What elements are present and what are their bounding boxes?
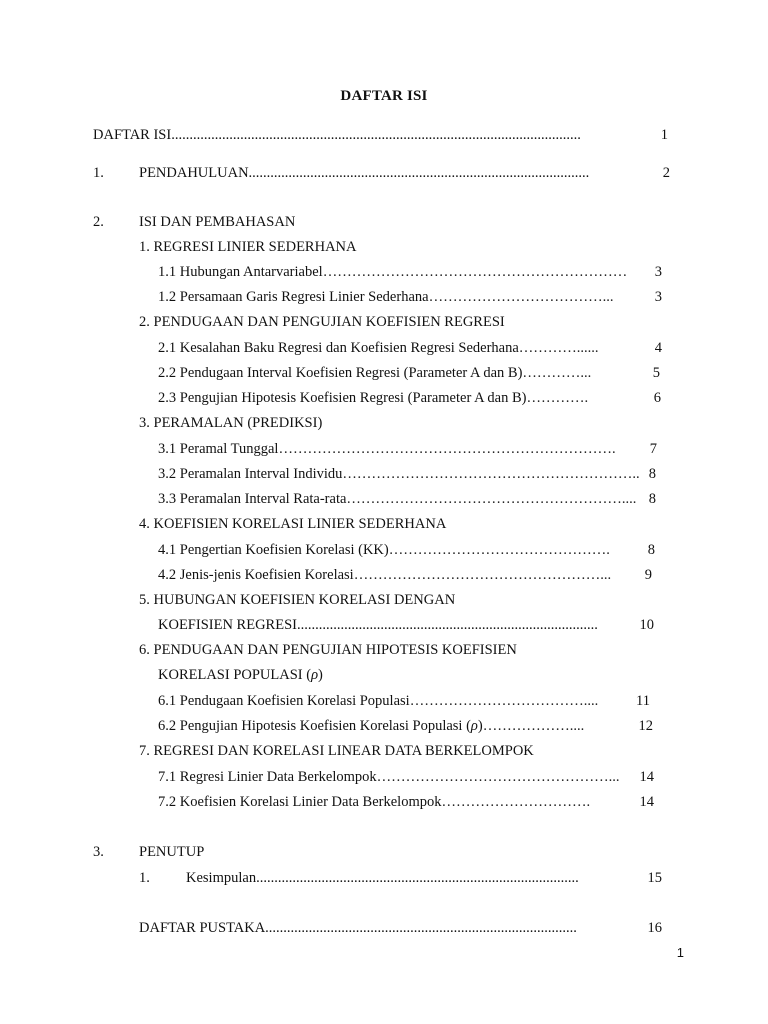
chapter-number-2: 2. <box>93 214 104 230</box>
toc-page-1-1: 3 <box>654 264 662 280</box>
chapter-number-1: 1. <box>93 165 104 181</box>
toc-subsection-4-2: 4.2 Jenis-jenis Koefisien Korelasi……………………………………………... <box>158 567 612 583</box>
toc-subsection-6-2: 6.2 Pengujian Hipotesis Koefisien Korelasi Populasi (ρ)……………….... <box>158 718 585 734</box>
toc-subsection-1-1: 1.1 Hubungan Antarvariabel……………………………………………………… <box>158 264 628 280</box>
toc-page-3-2: 8 <box>648 466 656 482</box>
toc-page-7-1: 14 <box>639 769 654 785</box>
toc-section-6-line-1: 6. PENDUGAAN DAN PENGUJIAN HIPOTESIS KOEFISIEN <box>139 642 517 658</box>
toc-page-2-1: 4 <box>654 340 662 356</box>
toc-page-4-2: 9 <box>644 567 652 583</box>
toc-page-5: 10 <box>639 617 654 633</box>
toc-page-3-3: 8 <box>648 491 656 507</box>
rho-symbol: ρ <box>470 718 478 734</box>
chapter-number-3: 3. <box>93 844 104 860</box>
toc-page-6-2: 12 <box>638 718 653 734</box>
toc-subsection-2-1: 2.1 Kesalahan Baku Regresi dan Koefisien Regresi Sederhana…………...... <box>158 340 599 356</box>
toc-page-kesimpulan: 15 <box>647 870 662 886</box>
toc-page-2-3: 6 <box>653 390 661 406</box>
toc-entry-isi: ISI DAN PEMBAHASAN <box>139 214 296 230</box>
toc-page-6-1: 11 <box>636 693 650 709</box>
toc-section-3: 3. PERAMALAN (PREDIKSI) <box>139 415 323 431</box>
toc-section-2: 2. PENDUGAAN DAN PENGUJIAN KOEFISIEN REGRESI <box>139 314 505 330</box>
toc-page-7-2: 14 <box>639 794 654 810</box>
toc-section-6-line-2: KORELASI POPULASI (ρ) <box>158 667 323 683</box>
toc-page-daftar-isi: 1 <box>660 127 668 143</box>
toc-page-1-2: 3 <box>654 289 662 305</box>
toc-page-3-1: 7 <box>649 441 657 457</box>
toc-section-5-line-2: KOEFISIEN REGRESI................................................................................... <box>158 617 598 633</box>
toc-section-5-line-1: 5. HUBUNGAN KOEFISIEN KORELASI DENGAN <box>139 592 456 608</box>
toc-subsection-4-1: 4.1 Pengertian Koefisien Korelasi (KK)………………………………………. <box>158 542 610 558</box>
toc-subsection-7-2: 7.2 Koefisien Korelasi Linier Data Berkelompok…………………………. <box>158 794 591 810</box>
page-title: DAFTAR ISI <box>340 88 428 104</box>
toc-page-daftar-pustaka: 16 <box>647 920 662 936</box>
toc-subsection-3-3: 3.3 Peramalan Interval Rata-rata………………………………………………….... <box>158 491 637 507</box>
toc-page-2-2: 5 <box>652 365 660 381</box>
toc-subsection-3-2: 3.2 Peramalan Interval Individu…………………………………………………….. <box>158 466 640 482</box>
toc-entry-daftar-pustaka: DAFTAR PUSTAKA...................................................................................... <box>139 920 577 936</box>
rho-symbol: ρ <box>311 667 319 683</box>
toc-entry-daftar-isi: DAFTAR ISI................................................................................................................. <box>93 127 581 143</box>
toc-section-7: 7. REGRESI DAN KORELASI LINEAR DATA BERKELOMPOK <box>139 743 534 759</box>
toc-section-1: 1. REGRESI LINIER SEDERHANA <box>139 239 357 255</box>
toc-entry-kesimpulan: Kesimpulan......................................................................................... <box>186 870 579 886</box>
toc-page-pendahuluan: 2 <box>662 165 670 181</box>
toc-subsection-2-3: 2.3 Pengujian Hipotesis Koefisien Regresi (Parameter A dan B)…………. <box>158 390 589 406</box>
toc-subsection-1-2: 1.2 Persamaan Garis Regresi Linier Sederhana………………………………... <box>158 289 614 305</box>
toc-entry-pendahuluan: PENDAHULUAN.............................................................................................. <box>139 165 590 181</box>
subchapter-number-1: 1. <box>139 870 150 886</box>
toc-subsection-2-2: 2.2 Pendugaan Interval Koefisien Regresi (Parameter A dan B)…………... <box>158 365 592 381</box>
toc-page-4-1: 8 <box>647 542 655 558</box>
page-number: 1 <box>676 945 684 960</box>
toc-entry-penutup: PENUTUP <box>139 844 205 860</box>
toc-subsection-3-1: 3.1 Peramal Tunggal……………………………………………………………. <box>158 441 616 457</box>
toc-subsection-7-1: 7.1 Regresi Linier Data Berkelompok…………………………………………... <box>158 769 620 785</box>
toc-section-4: 4. KOEFISIEN KORELASI LINIER SEDERHANA <box>139 516 447 532</box>
toc-subsection-6-1: 6.1 Pendugaan Koefisien Korelasi Populasi……………………………….... <box>158 693 599 709</box>
